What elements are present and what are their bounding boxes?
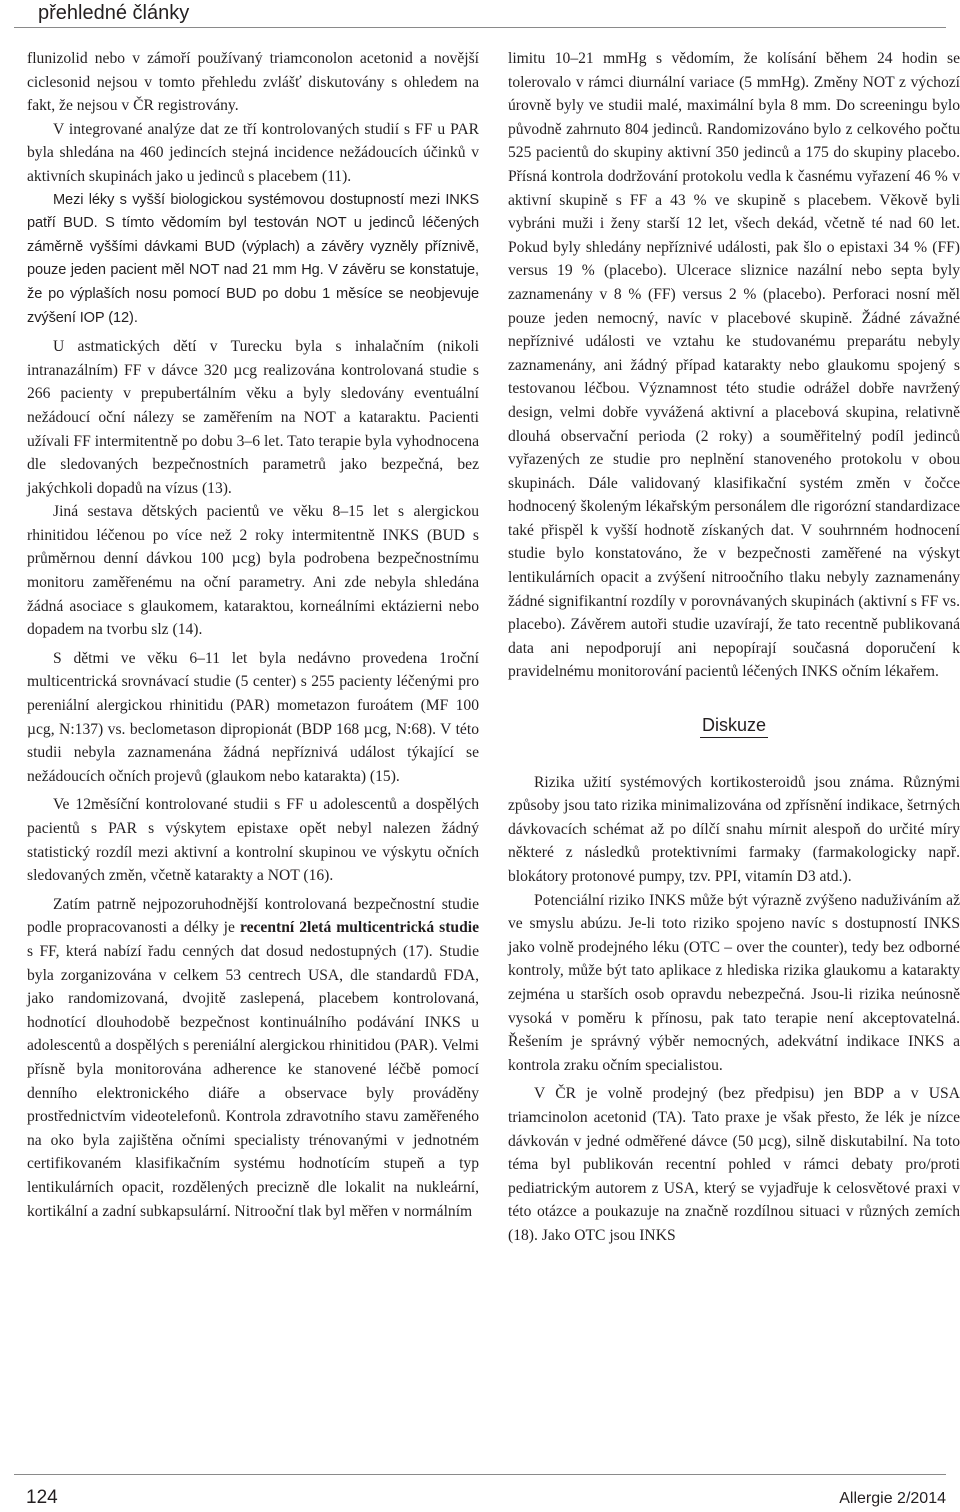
paragraph-children-6-11: S dětmi ve věku 6–11 let byla nedávno provedena 1roční multicentrická srovnávací studie (5 center) s 255 pacienty léčenými pro pereniální alergickou rhinitidu (PAR) mometazon furoátem (MF 100 µcg, N:137) vs. beclometason dipropionát (BDP 168 µcg, N:68). V této studii nebyla zaznamenána žádná nepříznivá událost týkající se nežádoucích očních projevů (glaukom nebo katarakta) (15).: [27, 649, 479, 785]
right-column: [508, 47, 960, 1248]
section-heading: [508, 714, 960, 739]
paragraph-systemic-risks: Rizika užití systémových kortikosteroidů jsou známa. Různými způsoby jsou tato rizika minimalizována od zpřísnění indikace, šetrných dávkovacích schémat až po dílčí snahu mírnit alespoň do určité míry některé z následků protektivními farmaky (farmakologicky např. blokátory protonové pumpy, tzv. PPI, vitamín D3 atd.).: [508, 773, 960, 885]
bold-emphasis: recentní 2letá multicentrická studie: [239, 919, 479, 937]
paragraph-turkey-study: U astmatických dětí v Turecku byla s inhalačním (nikoli intranazálním) FF v dávce 320 µcg realizována kontrolovaná studie s 266 pacienty v prepubertálním věku a byly sledovány eventuální nežádoucí oční nálezy se zaměřením na NOT a kataraktu. Pacienti užívali FF intermitentně po dobu 3–6 let. Tato terapie byla vyhodnocena dle sledovaných bezpečnostních parametrů jako bezpečná, bez jakýchkoli dopadů na vízus (13).: [27, 338, 479, 497]
paragraph-continued: flunizolid nebo v zámoří používaný triamconolon acetonid a novější ciclesonid nejsou v tomto přehledu zvlášť diskutovány s ohledem na fakt, že nejsou v ČR registrovány.: [27, 50, 479, 115]
text-run: s FF, která nabízí řadu cenných dat dosud nedostupných (17). Studie byla zorganizována v celkem 53 centrech USA, dle standardů FDA, jako randomizovaná, dvojitě zaslepená, placebem kontrolovaná, hodnotící dlouhodobě bezpečnost kontinuálního podávání INKS u adolescentů a dospělých s pereniální alergickou rhinitidou (PAR). Velmi přísně byla monitorována adherence ke stanovené léčbě pomocí denního elektronického diáře a observace byly prováděny prostřednictvím videotelefonů. Kontrola zdravotního stavu zaměřeného na oko byla zajištěna očními specialisty trénovanými v jednotném certifikovaném klasifikačním systému hodnotícím stupeň a typ lentikulárních opacit, rozdělených precizně dle lokalit na nukleární, kortikální a zadní subkapsulární. Nitrooční tlak byl měřen v normálním: [27, 942, 479, 1220]
section-header: [14, 0, 946, 28]
paragraph-children-8-15: Jiná sestava dětských pacientů ve věku 8–15 let s alergickou rhinitidou léčenou po více než 2 roky intermitentně INKS (BUD s průměrnou denní dávkou 100 µcg) byla podrobena bezpečnostnímu monitoru zaměřenému na oční parametry. Ani zde nebyla shledána žádná asociace s glaukomem, kataraktou, korneálními ektázierni nebo dopadem na tvorbu slz (14).: [27, 503, 479, 639]
paragraph-multicenter-study: [27, 893, 479, 1223]
paragraph-otc-practice: V ČR je volně prodejný (bez předpisu) jen BDP a v USA triamcinolon acetonid (TA). Tato praxe je však přesto, že lék je nízce dávkován v jedné odměřené dávce (50 µcg), silně diskutabilní. Na toto téma byl publikován recentní pohled v rámci debaty pro/proti pediatrickým autorem z USA, který se vyjadřuje k celosvětové praxi v této otázce a poukazuje na značně rozdílnou situaci v různých zemích (18). Jako OTC jsou INKS: [508, 1085, 960, 1244]
paragraph-study-results: limitu 10–21 mmHg s vědomím, že kolísání během 24 hodin se tolerovalo v rámci diurnální variace (5 mmHg). Změny NOT z výchozí úrovně byly ve studii malé, maximální byla 8 mm. Do screeningu bylo původně zahrnuto 804 jedinců. Randomizováno bylo z celkového počtu 525 pacientů do skupiny aktivní 350 jedinců a 175 do skupiny placebo. Přísná kontrola dodržování protokolu vedla k časnému vyřazení 46 % v aktivní skupině s FF a 43 % ve skupině s placebem. Věkově byli vybráni muži i ženy starší 12 let, všech dekád, včetně té nad 60 let. Pokud byly shledány nepříznivé události, pak šlo o epistaxi 34 % (FF) versus 19 % (placebo). Ulcerace sliznice nazální nebo septa byly zaznamenány v 8 % (FF) versus 2 % (placebo). Perforaci nosní měl pouze jeden nemocný, navíc v placebové skupině. Žádné závažné nepříznivé události ve vztahu ke studovanému preparátu nebyly zaznamenány, ani žádný případ katarakty nebo glaukomu spojený s testovanou léčbou. Významnost této studie odrážel dobře navržený design, velmi dobře vyvážená aktivní a placebová skupina, relativně dlouhá observační perioda (2 roky) a souměřitelný podíl jedinců vyřazených ze studie pro neplnění stanoveného protokolu v obou skupinách. Dále validovaný klasifikační systém změn v čočce hodnocený školeným lékařským personálem dle rigorózní standardizace také přispěl k vyšší hodnotě získaných dat. V souhrnném hodnocení studie bylo konstatováno, že v bezpečnosti zaměřené na výskyt lentikulárních opacit a zvýšení nitroočního tlaku nebyly zaznamenány žádné signifikantní rozdíly v porovnávaných skupinách (aktivní s FF vs. placebo). Závěrem autoři studie uzavírají, že tato recentně publikovaná data ani nepodporují ani nepopírají současná doporučení k pravidelnému monitorování pacientů léčených INKS očním lékařem.: [508, 50, 960, 681]
text-run: Zatím patrně nejpozoruhodnější kontrolovaná bezpečnostní studie podle propracovanosti a délky je: [27, 895, 479, 937]
paragraph-integrated-analysis: V integrované analýze dat ze tří kontrolovaných studií s FF u PAR byla shledána na 460 jedincích stejná incidence nežádoucích účinků v aktivních skupinách jako u jedinců s placebem (11).: [27, 120, 479, 185]
footer-divider: [14, 1474, 946, 1475]
section-title: přehledné články: [38, 2, 190, 24]
journal-issue: Allergie 2/2014: [839, 1490, 946, 1507]
paragraph-inks-abuse: Potenciální riziko INKS může být výrazně zvýšeno naduživáním až ve smyslu abúzu. Je-li toto riziko spojeno navíc s dostupností INKS jako volně prodejného léku (OTC – over the counter), tedy bez odborné kontroly, může být tato aplikace z hlediska rizika glaukomu a katarakty zejména u starších osob opravdu nebezpečná. Jsou-li rizika neúnosně vysoká v poměru k přínosu, pak tato terapie není akceptovatelná. Řešením je správný výběr nemocných, adekvátní indikace INKS a kontrola zraku očním specialistou.: [508, 891, 960, 1074]
heading-diskuze: Diskuze: [700, 715, 768, 738]
left-column: [27, 47, 479, 1223]
page-number: 124: [26, 1487, 58, 1508]
paragraph-adolescents-ff: Ve 12měsíční kontrolované studii s FF u adolescentů a dospělých pacientů s PAR s výskytem epistaxe opět nebyl nalezen žádný statistický rozdíl mezi aktivní a kontrolní skupinou ve výskytu očních sledovaných změn, včetně katarakty a NOT (16).: [27, 796, 479, 885]
paragraph-bud-availability: Mezi léky s vyšší biologickou systémovou dostupností mezi INKS patří BUD. S tímto vědomím byl testován NOT u jedinců léčených záměrně vyššími dávkami BUD (výplach) a závěry vyzněly příznivě, pouze jeden pacient měl NOT nad 21 mm Hg. V závěru se konstatuje, že po výplaších nosu pomocí BUD po dobu 1 měsíce se neobjevuje zvýšení IOP (12).: [27, 191, 479, 326]
